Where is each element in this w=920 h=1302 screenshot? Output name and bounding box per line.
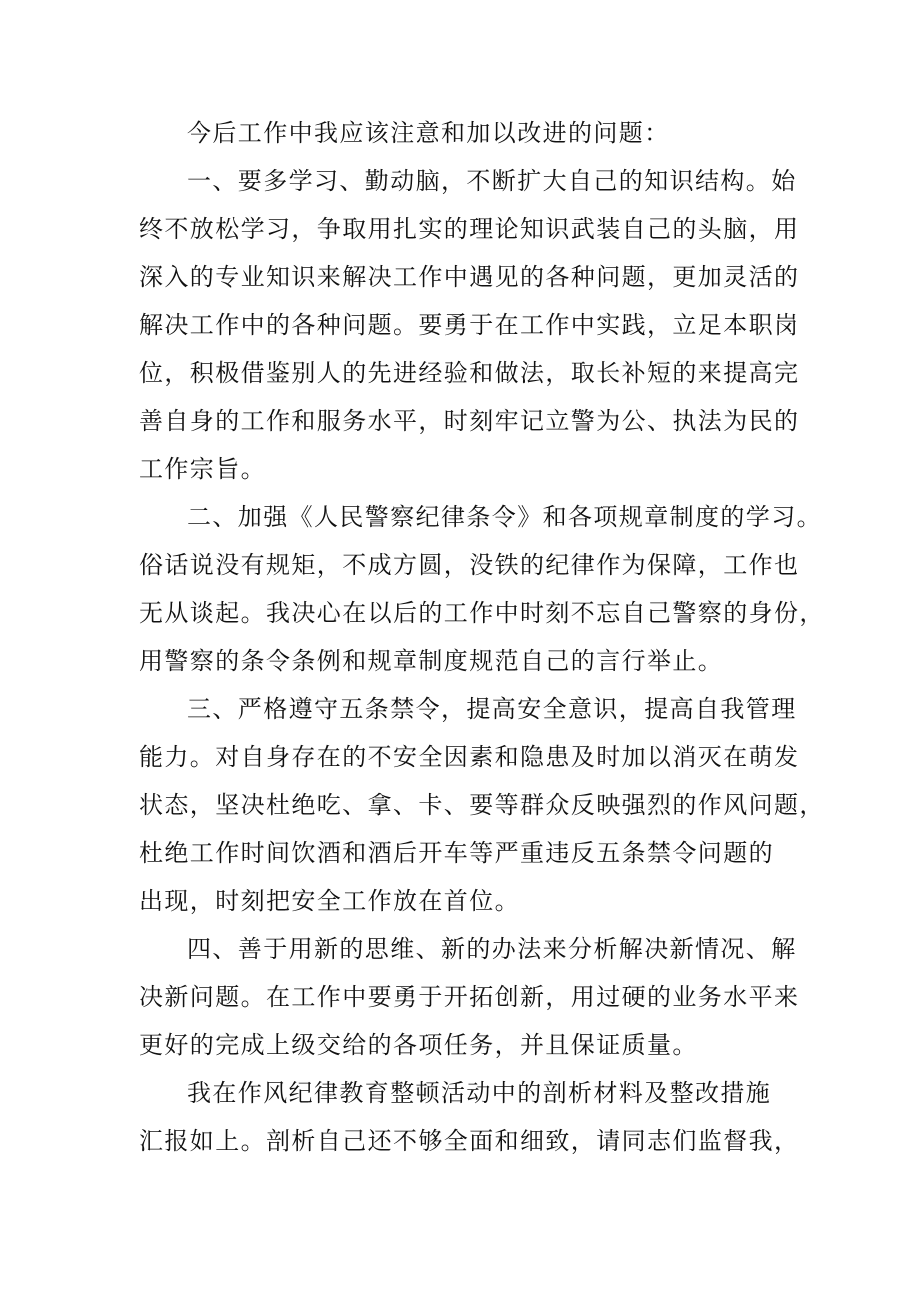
text-line: 用警察的条令条例和规章制度规范自己的言行举止。 [139,647,724,675]
paragraph-item-3 [139,685,825,925]
text-line: 出现，时刻把安全工作放在首位。 [139,887,520,915]
text-line: 解决工作中的各种问题。要勇于在工作中实践，立足本职岗 [139,311,800,339]
text-line: 我在作风纪律教育整顿活动中的剖析材料及整改措施 [187,1079,772,1107]
text-line: 二、加强《人民警察纪律条令》和各项规章制度的学习。 [187,503,822,531]
text-line: 终不放松学习，争取用扎实的理论知识武装自己的头脑，用 [139,215,800,243]
text-line: 无从谈起。我决心在以后的工作中时刻不忘自己警察的身份， [139,599,825,627]
paragraph-conclusion [139,1069,800,1165]
text-line: 更好的完成上级交给的各项任务，并且保证质量。 [139,1031,698,1059]
text-line: 深入的专业知识来解决工作中遇见的各种问题，更加灵活的 [139,263,800,291]
text-line: 三、严格遵守五条禁令，提高安全意识，提高自我管理 [187,695,797,723]
text-line: 工作宗旨。 [139,455,266,483]
document-body [139,109,825,1165]
text-line: 状态，坚决杜绝吃、拿、卡、要等群众反映强烈的作风问题， [139,791,825,819]
text-line: 汇报如上。剖析自己还不够全面和细致，请同志们监督我， [139,1127,800,1155]
paragraph-item-1 [139,157,800,493]
text-line: 杜绝工作时间饮酒和酒后开车等严重违反五条禁令问题的 [139,839,774,867]
text-line: 俗话说没有规矩，不成方圆，没铁的纪律作为保障，工作也 [139,551,800,579]
text-line: 善自身的工作和服务水平，时刻牢记立警为公、执法为民的 [139,407,800,435]
text-line: 一、要多学习、勤动脑，不断扩大自己的知识结构。始 [187,167,797,195]
paragraph-intro [139,109,789,157]
text-line: 四、善于用新的思维、新的办法来分析解决新情况、解 [187,935,797,963]
text-line: 位，积极借鉴别人的先进经验和做法，取长补短的来提高完 [139,359,800,387]
paragraph-item-4 [139,925,800,1069]
text-line: 决新问题。在工作中要勇于开拓创新，用过硬的业务水平来 [139,983,800,1011]
text-line: 今后工作中我应该注意和加以改进的问题： [187,119,670,147]
paragraph-item-2 [139,493,825,685]
text-line: 能力。对自身存在的不安全因素和隐患及时加以消灭在萌发 [139,743,800,771]
